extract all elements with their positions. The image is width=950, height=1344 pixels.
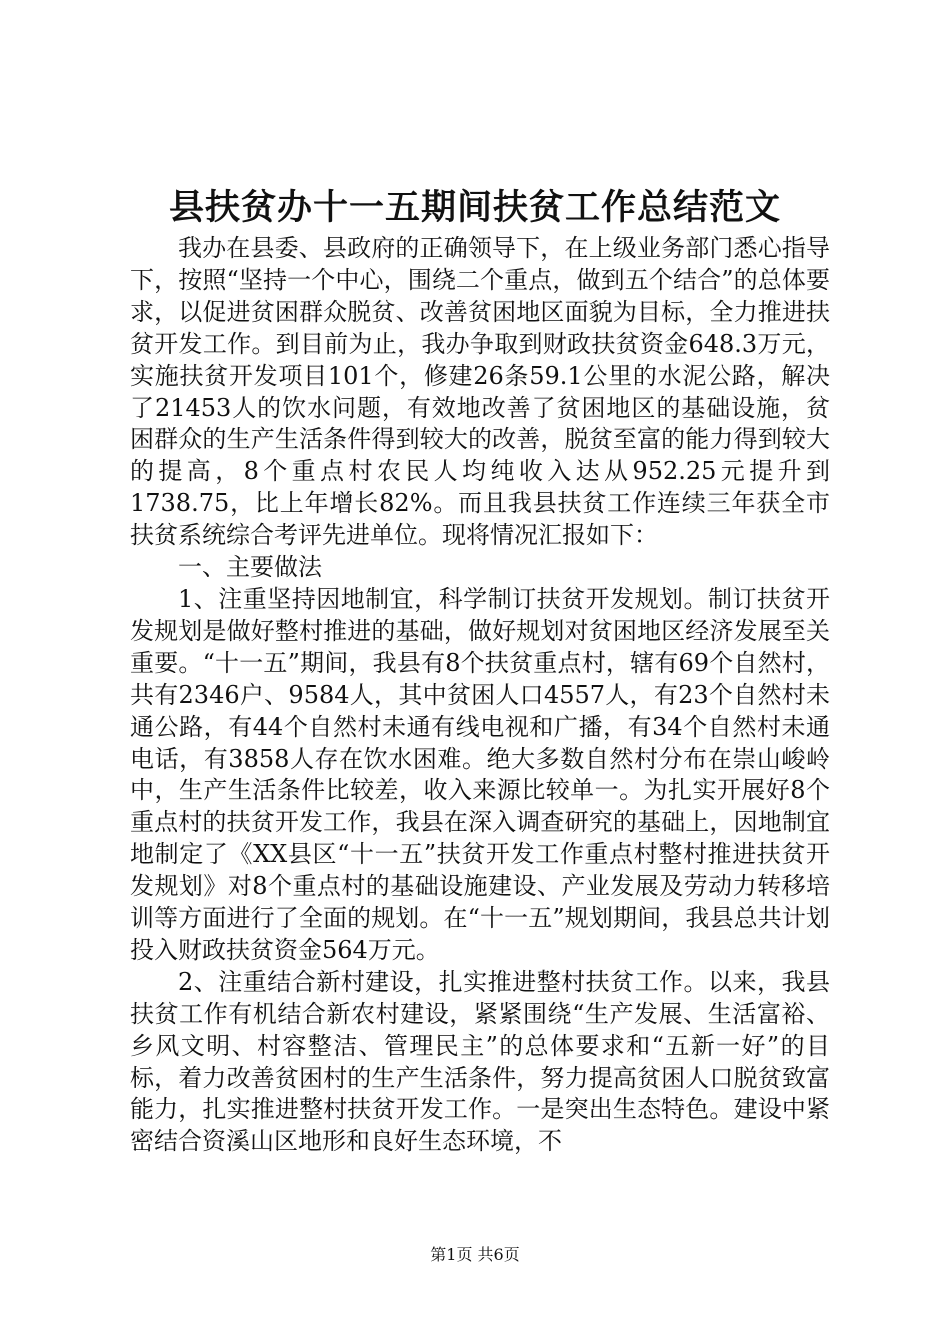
paragraph-new-village: 2、注重结合新村建设，扎实推进整村扶贫工作。以来，我县扶贫工作有机结合新农村建设，紧紧围绕“生产发展、生活富裕、乡风文明、村容整洁、管理民主”的总体要求和“五新一好”的目标，着力改善贫困村的生产生活条件，努力提高贫困人口脱贫致富能力，扎实推进整村扶贫开发工作。一是突出生态特色。建设中紧密结合资溪山区地形和良好生态环境，不	[130, 967, 830, 1156]
document-body	[130, 233, 830, 1158]
document-title: 县扶贫办十一五期间扶贫工作总结范文	[168, 187, 781, 228]
paragraph-planning: 1、注重坚持因地制宜，科学制订扶贫开发规划。制订扶贫开发规划是做好整村推进的基础，做好规划对贫困地区经济发展至关重要。“十一五”期间，我县有8个扶贫重点村，辖有69个自然村，共有2346户、9584人，其中贫困人口4557人，有23个自然村未通公路，有44个自然村未通有线电视和广播，有34个自然村未通电话，有3858人存在饮水困难。绝大多数自然村分布在崇山峻岭中，生产生活条件比较差，收入来源比较单一。为扎实开展好8个重点村的扶贫开发工作，我县在深入调查研究的基础上，因地制宜地制定了《XX县区“十一五”扶贫开发工作重点村整村推进扶贫开发规划》对8个重点村的基础设施建设、产业发展及劳动力转移培训等方面进行了全面的规划。在“十一五”规划期间，我县总共计划投入财政扶贫资金564万元。	[130, 584, 830, 964]
paragraph-intro: 我办在县委、县政府的正确领导下，在上级业务部门悉心指导下，按照“坚持一个中心，围绕二个重点，做到五个结合”的总体要求，以促进贫困群众脱贫、改善贫困地区面貌为目标，全力推进扶贫开发工作。到目前为止，我办争取到财政扶贫资金648.3万元，实施扶贫开发项目101个，修建26条59.1公里的水泥公路，解决了21453人的饮水问题，有效地改善了贫困地区的基础设施，贫困群众的生产生活条件得到较大的改善，脱贫至富的能力得到较大的提高，8个重点村农民人均纯收入达从952.25元提升到1738.75，比上年增长82%。而且我县扶贫工作连续三年获全市扶贫系统综合考评先进单位。现将情况汇报如下：	[130, 234, 830, 550]
section-heading: 一、主要做法	[178, 553, 322, 582]
page-number-footer: 第1页 共6页	[430, 1245, 520, 1264]
